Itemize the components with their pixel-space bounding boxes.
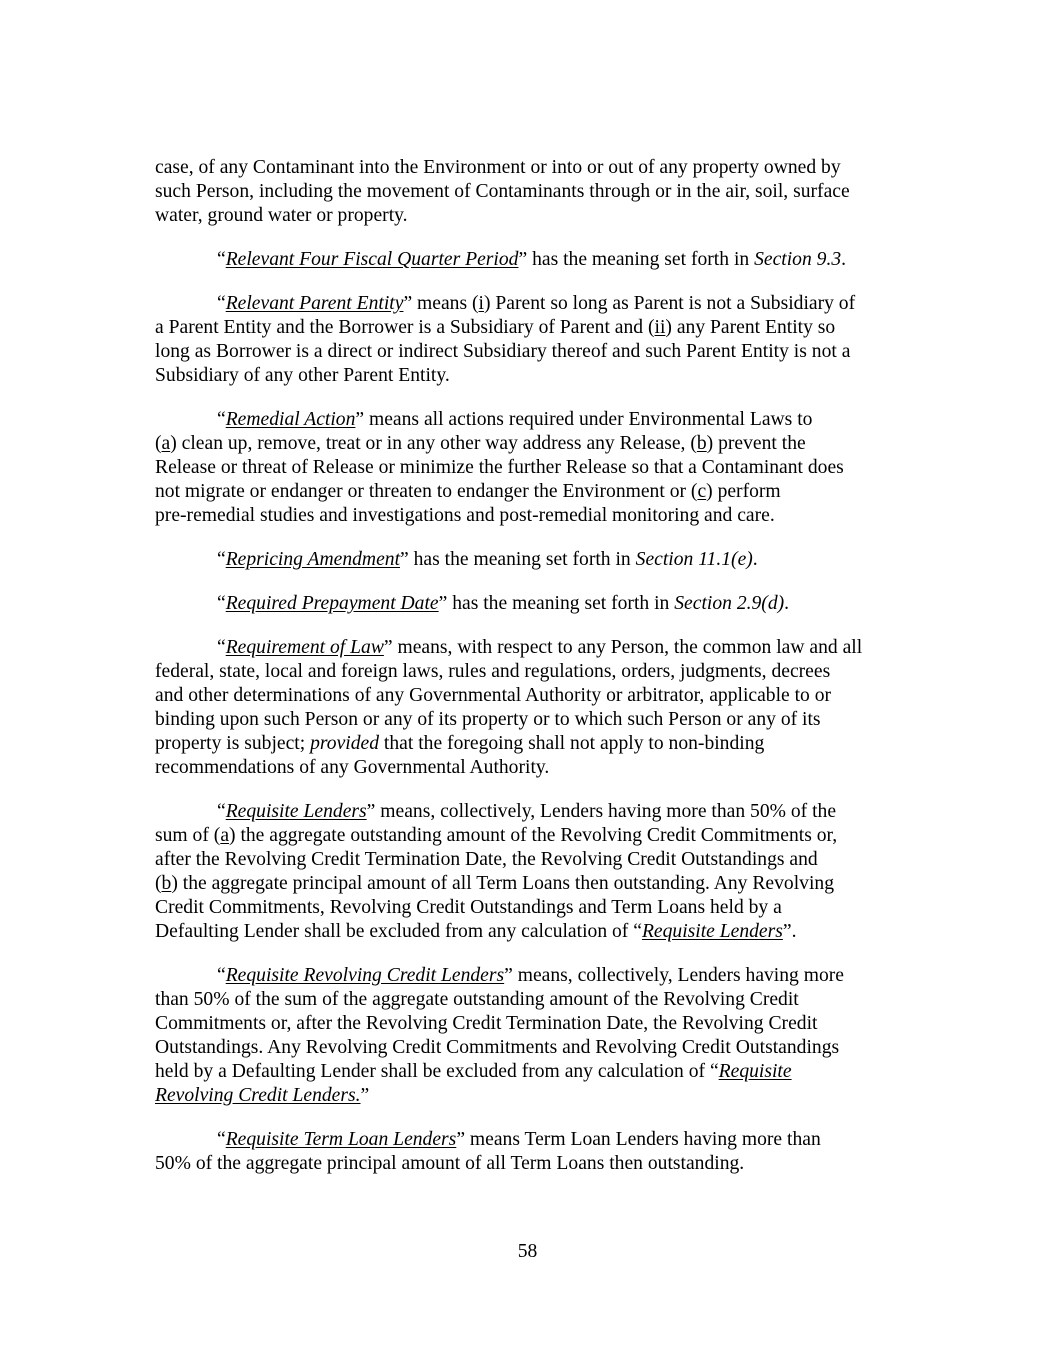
text-line: water, ground water or property. [155, 205, 408, 226]
text-line: than 50% of the sum of the aggregate outstanding amount of the Revolving Credit [155, 989, 799, 1010]
text-line: case, of any Contaminant into the Environment or into or out of any property owned by [155, 157, 841, 178]
defined-term: Revolving Credit Lenders. [155, 1085, 361, 1106]
defined-term: Requisite Revolving Credit Lenders [225, 965, 505, 986]
defined-term: Requisite Lenders [641, 921, 783, 942]
definition-remedial-action [155, 408, 915, 528]
definition-relevant-four-fiscal-quarter-period [155, 248, 915, 272]
text-line: pre-remedial studies and investigations and post-remedial monitoring and care. [155, 505, 775, 526]
definition-repricing-amendment [155, 548, 915, 572]
text-line: not migrate or endanger or threaten to endanger the Environment or (c) perform [155, 481, 781, 502]
text-line: recommendations of any Governmental Authority. [155, 757, 550, 778]
definition-requisite-term-loan-lenders [155, 1128, 915, 1176]
definition-requisite-lenders [155, 800, 915, 944]
text-line: Subsidiary of any other Parent Entity. [155, 365, 450, 386]
defined-term: Relevant Four Fiscal Quarter Period [225, 249, 519, 270]
definition-requisite-revolving-credit-lenders [155, 964, 915, 1108]
section-reference: Section 11.1(e) [635, 549, 753, 570]
page-body [155, 156, 915, 1196]
text-line: a Parent Entity and the Borrower is a Subsidiary of Parent and (ii) any Parent Entity so [155, 317, 836, 338]
text-line: after the Revolving Credit Termination Date, the Revolving Credit Outstandings and [155, 849, 818, 870]
text-line: “Relevant Four Fiscal Quarter Period” has the meaning set forth in Section 9.3. [217, 249, 847, 270]
text-line: Credit Commitments, Revolving Credit Outstandings and Term Loans held by a [155, 897, 782, 918]
defined-term: Requirement of Law [225, 637, 384, 658]
text-line: such Person, including the movement of Contaminants through or in the air, soil, surface [155, 181, 850, 202]
defined-term: Requisite [718, 1061, 792, 1082]
page-number: 58 [517, 1241, 538, 1262]
defined-term: Required Prepayment Date [225, 593, 439, 614]
text-line: Defaulting Lender shall be excluded from any calculation of “Requisite Lenders”. [155, 921, 797, 942]
text-line: held by a Defaulting Lender shall be excluded from any calculation of “Requisite [155, 1061, 792, 1082]
defined-term: Requisite Lenders [225, 801, 367, 822]
text-line: “Required Prepayment Date” has the meaning set forth in Section 2.9(d). [217, 593, 790, 614]
text-line: binding upon such Person or any of its property or to which such Person or any of its [155, 709, 821, 730]
text-line: long as Borrower is a direct or indirect Subsidiary thereof and such Parent Entity is not a [155, 341, 851, 362]
definition-requirement-of-law [155, 636, 915, 780]
defined-term: Relevant Parent Entity [225, 293, 404, 314]
text-line: “Remedial Action” means all actions required under Environmental Laws to [217, 409, 813, 430]
text-line: “Requisite Term Loan Lenders” means Term Loan Lenders having more than [217, 1129, 821, 1150]
section-reference: Section 2.9(d) [674, 593, 785, 614]
text-line: “Requisite Lenders” means, collectively, Lenders having more than 50% of the [217, 801, 837, 822]
text-line: Commitments or, after the Revolving Credit Termination Date, the Revolving Credit [155, 1013, 818, 1034]
text-line: sum of (a) the aggregate outstanding amount of the Revolving Credit Commitments or, [155, 825, 838, 846]
text-line: and other determinations of any Governmental Authority or arbitrator, applicable to or [155, 685, 832, 706]
defined-term: Requisite Term Loan Lenders [225, 1129, 457, 1150]
text-line: “Repricing Amendment” has the meaning set forth in Section 11.1(e). [217, 549, 758, 570]
text-line: “Requirement of Law” means, with respect to any Person, the common law and all [217, 637, 863, 658]
defined-term: Remedial Action [225, 409, 356, 430]
text-line: Outstandings. Any Revolving Credit Commitments and Revolving Credit Outstandings [155, 1037, 840, 1058]
text-line: Revolving Credit Lenders.” [155, 1085, 370, 1106]
text-line: “Relevant Parent Entity” means (i) Parent so long as Parent is not a Subsidiary of [217, 293, 856, 314]
text-line: “Requisite Revolving Credit Lenders” means, collectively, Lenders having more [217, 965, 845, 986]
definition-relevant-parent-entity [155, 292, 915, 388]
definition-required-prepayment-date [155, 592, 915, 616]
paragraph-release-continued [155, 156, 915, 228]
text-line: property is subject; provided that the foregoing shall not apply to non-binding [155, 733, 765, 754]
text-line: federal, state, local and foreign laws, rules and regulations, orders, judgments, decrees [155, 661, 831, 682]
text-line: (a) clean up, remove, treat or in any other way address any Release, (b) prevent the [155, 433, 806, 454]
section-reference: Section 9.3 [754, 249, 842, 270]
text-line: (b) the aggregate principal amount of all Term Loans then outstanding. Any Revolving [155, 873, 834, 894]
defined-term: Repricing Amendment [225, 549, 401, 570]
text-line: 50% of the aggregate principal amount of all Term Loans then outstanding. [155, 1153, 745, 1174]
text-line: Release or threat of Release or minimize the further Release so that a Contaminant does [155, 457, 844, 478]
